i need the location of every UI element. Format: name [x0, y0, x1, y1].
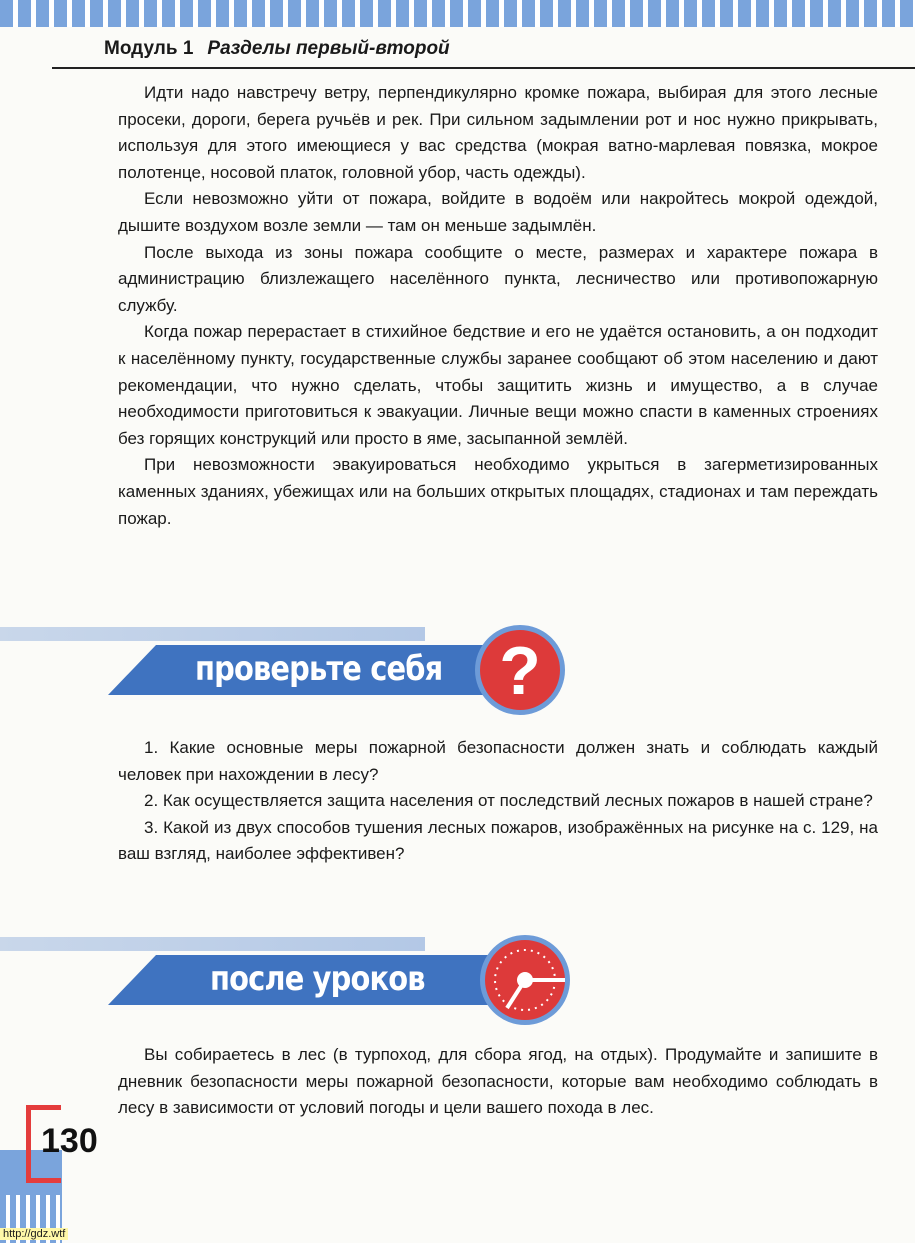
clock-icon [480, 935, 570, 1025]
watermark-link[interactable]: http://gdz.wtf [0, 1228, 68, 1240]
main-text [118, 80, 878, 532]
banner-fade [0, 937, 425, 951]
page-header [104, 38, 450, 60]
question: 1. Какие основные меры пожарной безопасности должен знать и соблюдать каждый человек при нахождении в лесу? [118, 738, 878, 784]
banner-title: после уроков [210, 959, 425, 999]
banner-fade [0, 627, 425, 641]
banner-title: проверьте себя [195, 649, 443, 689]
paragraph: Вы собираетесь в лес (в турпоход, для сбора ягод, на отдых). Продумайте и запишите в дневник безопасности меры пожарной безопасности, которые вам необходимо соблюдать в лесу в зависимости от условий погоды и цели вашего похода в лес. [118, 1045, 878, 1118]
paragraph: При невозможности эвакуироваться необходимо укрыться в загерметизированных каменных зданиях, убежищах или на больших открытых площадях, стадионах и там переждать пожар. [118, 455, 878, 528]
paragraph: Если невозможно уйти от пожара, войдите в водоём или накройтесь мокрой одеждой, дышите воздухом возле земли — там он меньше задымлён. [118, 189, 878, 235]
section-label: Разделы первый-второй [207, 38, 450, 59]
after-lessons-text [118, 1042, 878, 1122]
header-divider [52, 67, 915, 69]
question: 3. Какой из двух способов тушения лесных пожаров, изображённых на рисунке на с. 129, на ваш взгляд, наиболее эффективен? [118, 817, 878, 864]
paragraph: Идти надо навстречу ветру, перпендикулярно кромке пожара, выбирая для этого лесные просеки, дороги, берега ручьёв и рек. При сильном задымлении рот и нос нужно прикрывать, используя для этого имеющиеся у вас средства (мокрая ватно-марлевая повязка, мокрое полотенце, носовой платок, головной убор, часть одежды). [118, 83, 878, 182]
question: 2. Как осуществляется защита населения от последствий лесных пожаров в нашей стране? [144, 791, 873, 811]
page-number: 130 [41, 1122, 98, 1160]
page-number-bracket [26, 1105, 98, 1183]
check-yourself-banner [0, 615, 600, 725]
question-icon: ? [475, 625, 565, 715]
top-stripes [0, 0, 915, 27]
paragraph: Когда пожар перерастает в стихийное бедствие и его не удаётся остановить, а он подходит к населённому пункту, государственные службы заранее сообщают об этом населению и дают рекомендации, что нужно сделать, чтобы защитить жизнь и имущество, а в случае необходимости приготовиться к эвакуации. Личные вещи можно спасти в каменных строениях без горящих конструкций или просто в яме, засыпанной землёй. [118, 322, 878, 448]
questions [118, 735, 878, 868]
after-lessons-banner [0, 925, 600, 1035]
module-label: Модуль 1 [104, 38, 194, 59]
paragraph: После выхода из зоны пожара сообщите о месте, размерах и характере пожара в администрацию близлежащего населённого пункта, лесничество или противопожарную службу. [118, 242, 878, 315]
